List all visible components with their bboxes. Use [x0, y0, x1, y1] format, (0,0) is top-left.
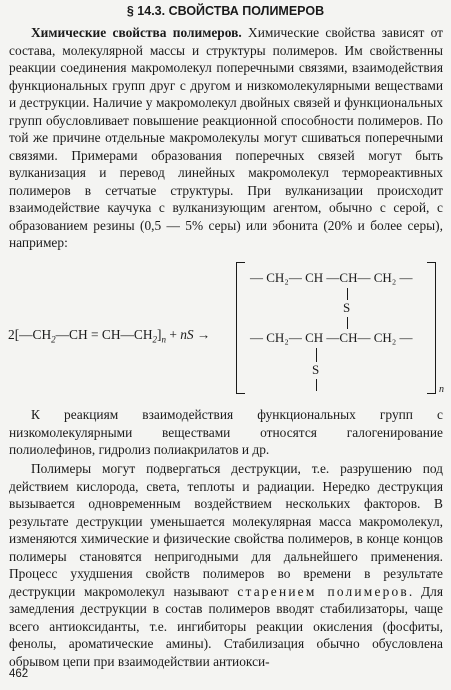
- paragraph-body: Химические свойства зависят от состава, молекулярной массы и структуры полимеров. Им свойственны реакции соединения макромолекул поперечными связями, взаимодействия функциональных групп друг с другом и низкомолекулярными веществами и деструкции. Наличие у макромолекул двойных связей и функциональных групп обусловливает повышение реакционной способности полимеров. По той же причине отдельные макромолекулы могут сшиваться поперечными связями. Примерами образования поперечных связей могут быть вулканизация и перевод линейных макромолекул термореактивных полимеров в сетчатые структуры. При вулканизации происходит взаимодействие каучука с вулканизующим агентом, обычно с серой, с образованием резины (0,5 — 5% серы) или эбонита (20% и более серы), например:: [9, 25, 444, 250]
- bottom-polymer-chain: — CH₂— CH —CH— CH₂ —: [250, 330, 413, 345]
- left-bracket: [236, 262, 245, 394]
- aging-term: старением полимеров: [237, 583, 409, 599]
- paragraph-lead-term: Химические свойства полимеров.: [31, 25, 242, 40]
- page-number: 462: [9, 668, 29, 680]
- sulfur-bond-line: [316, 348, 317, 362]
- paragraph-functional-groups: К реакциям взаимодействия функциональных групп с низкомолекулярными веществами относятся галогенирование полиолефинов, гидролиз полиакрилатов и др.: [9, 407, 443, 457]
- sulfur-atom: S: [343, 300, 351, 315]
- sulfur-bond-line: [347, 317, 348, 329]
- sulfur-bond-line: [316, 379, 317, 391]
- section-heading: § 14.3. СВОЙСТВА ПОЛИМЕРОВ: [126, 4, 325, 18]
- paragraph-chemical-properties: [9, 24, 443, 252]
- sulfur-atom: S: [312, 362, 320, 377]
- top-polymer-chain: — CH₂— CH —CH— CH₂ —: [250, 270, 413, 285]
- vulcanized-rubber-structure: [236, 262, 444, 402]
- vulcanization-equation-left: $2[—CH_2—CH$ = $CH—CH_2]_n$ + nS →: [8, 327, 211, 345]
- repeat-unit-n: n: [439, 384, 444, 395]
- right-bracket: [427, 262, 436, 394]
- sulfur-bond-line: [347, 288, 348, 300]
- paragraph-destruction: Полимеры могут подвергаться деструкции, т.е. разрушению под действием кислорода, света, теплоты и радиации. Нередко деструкция вызывается одновременным воздействием нескольких факторов. В результате деструкции уменьшается молекулярная масса макромолекул, изменяются химические и физические свойства полимеров, в конце концов полимеры становятся непригодными для дальнейшего применения. Процесс ухудшения свойств полимеров во времени в результате деструкции макромолекул называют старением полимеров. Для замедления деструкции в состав полимеров вводят стабилизаторы, чаще всего антиоксиданты, т.е. ингибиторы реакции окисления (фосфиты, фенолы, ароматические амины). Стабилизация обычно обусловлена обрывом цепи при взаимодействии антиокси-: [9, 461, 444, 669]
